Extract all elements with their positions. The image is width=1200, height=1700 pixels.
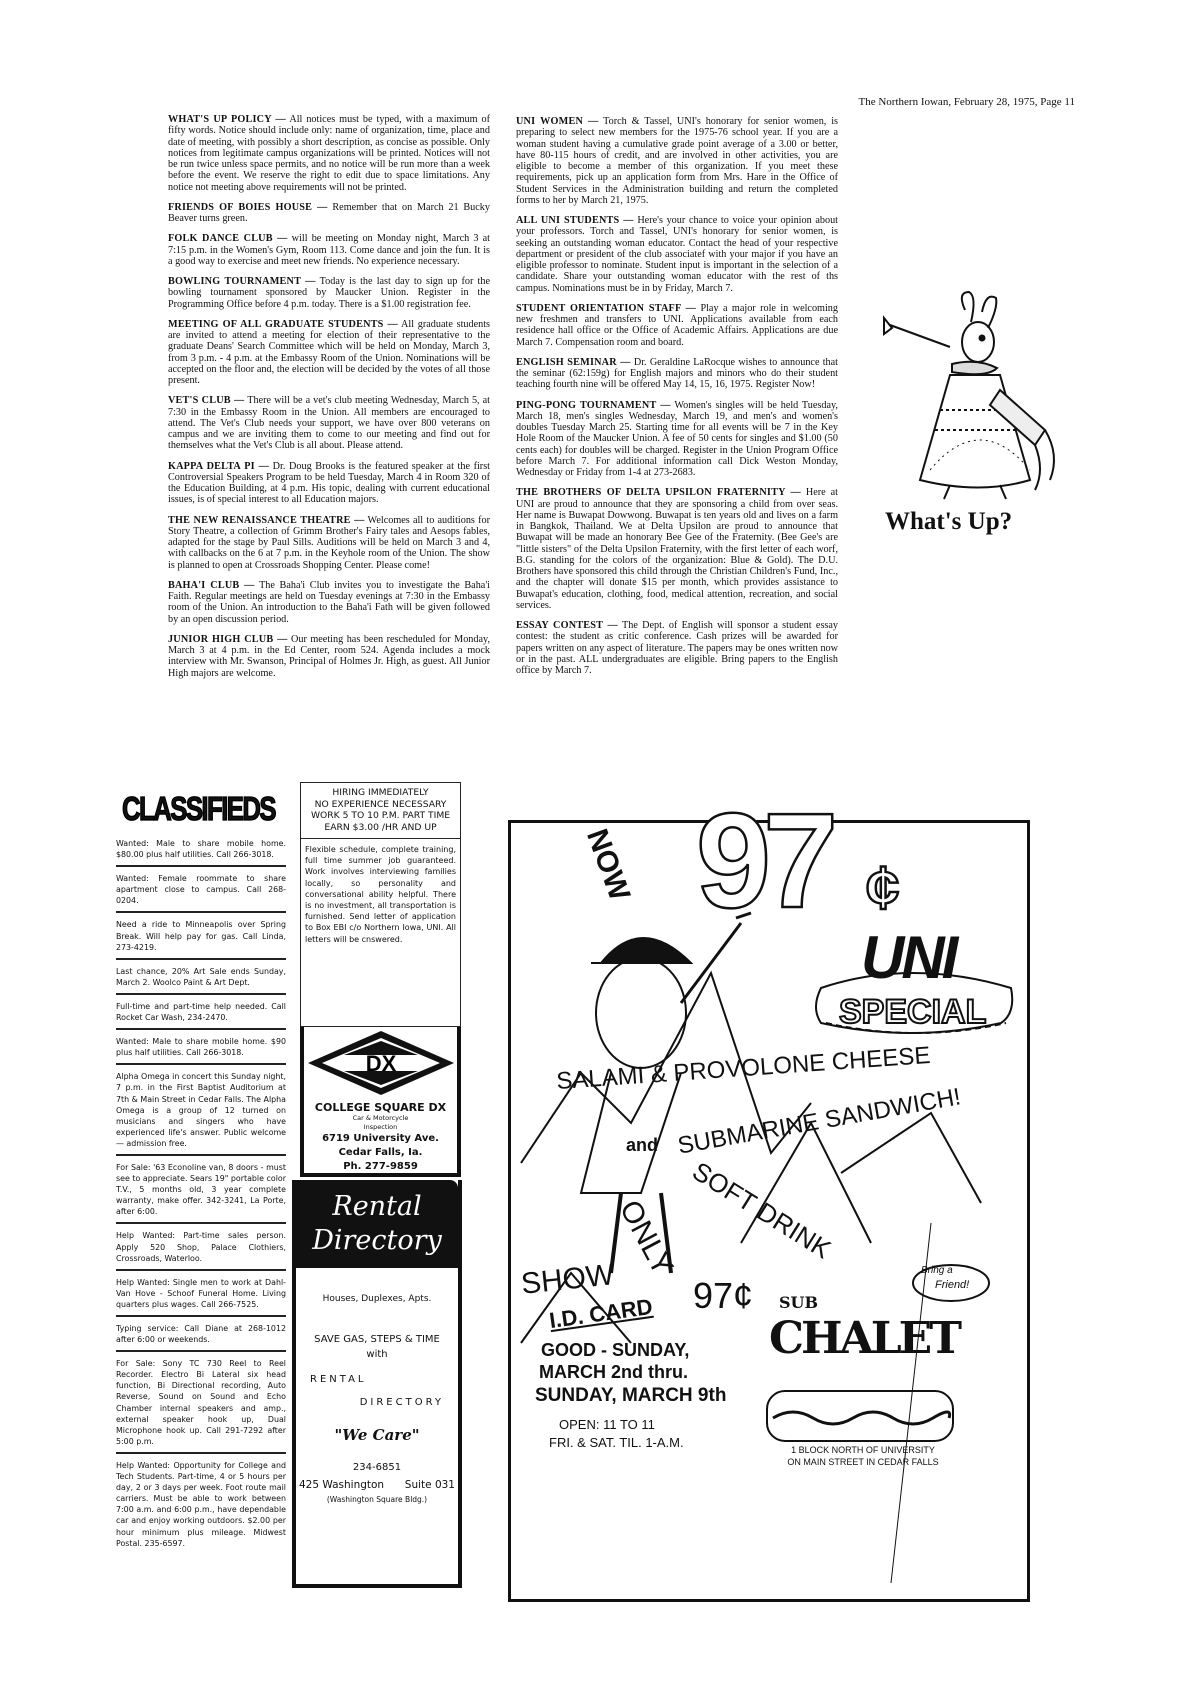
notice-heading: MEETING OF ALL GRADUATE STUDENTS —	[168, 318, 398, 330]
now-label: NOW	[580, 824, 637, 905]
classified-ad: Alpha Omega in concert this Sunday night, 7 p.m. in the First Baptist Auditorium at 7th & Main Street in Cedar Falls. The Alpha Omega is a group of 12 turned on musicians and singers who have experienced life's answer. Public welcome — admission free.	[116, 1069, 286, 1156]
notice-heading: VET'S CLUB —	[168, 395, 245, 407]
classifieds-list	[116, 836, 286, 1554]
notice	[168, 395, 490, 451]
uni-label: UNI	[861, 924, 956, 991]
rental-word: RENTAL	[310, 1374, 367, 1385]
notice-body: Dr. Doug Brooks is the featured speaker at the first Controversial Speakers Program to be held Tuesday, March 4 in Room 320 of the Education Building, at 4 p.m. His topic, dealing with current educational issues, is of special interest to all Education majors.	[168, 460, 490, 506]
notice-body: Women's singles will be held Tuesday, March 18, men's singles Wednesday, March 19, and men's and women's doubles Tuesday March 25. Starting time for all events will be 7 in the Key Hole Room of the Maucker Union. A fee of 50 cents for singles and $1.00 (50 cents each) for doubles will be charged. Register in the Union Program Office before March 7. For additional information call Dick Weston Monday, Wednesday or Friday from 1-4 at 273-2683.	[516, 399, 838, 478]
dx-logo-text: DX	[365, 1051, 396, 1076]
rental-directory-header	[296, 1180, 458, 1268]
location-line-2: ON MAIN STREET IN CEDAR FALLS	[787, 1457, 939, 1467]
whats-up-title: What's Up?	[885, 508, 1013, 535]
rental-title: Directory	[312, 1225, 442, 1256]
notice-heading: KAPPA DELTA PI —	[168, 460, 270, 472]
show-label: SHOW	[519, 1258, 616, 1301]
hiring-ad	[300, 782, 461, 1027]
directory-word: DIRECTORY	[359, 1397, 444, 1408]
notice	[168, 202, 490, 225]
notice-heading: ESSAY CONTEST —	[516, 620, 618, 631]
good-line-1: GOOD - SUNDAY,	[541, 1340, 690, 1360]
notice	[168, 580, 490, 625]
price-97-small: 97¢	[693, 1275, 754, 1316]
hiring-line: WORK 5 TO 10 P.M. PART TIME	[310, 810, 451, 821]
dx-address: 6719 University Ave.	[322, 1133, 439, 1144]
rental-save: SAVE GAS, STEPS & TIME	[314, 1334, 440, 1345]
rental-address-line	[296, 1479, 458, 1491]
only-label: ONLY	[612, 1194, 680, 1281]
good-line-3: SUNDAY, MARCH 9th	[535, 1385, 727, 1406]
notice-body: All notices must be typed, with a maximum of fifty words. Notice should include only: name of organization, time, place and date of meeting, with possibly a short description, as concise as possible. Only notices from legitimate campus organizations will be printed. Notices will not be run twice unless space permits, and no notice will be run more than a week before the event. We reserve the right to edit due to space limitations. Any notice not meeting above requirements will not be printed.	[168, 114, 490, 193]
rental-types: Houses, Duplexes, Apts.	[322, 1294, 432, 1304]
notice-body: Remember that on March 21 Bucky Beaver turns green.	[168, 201, 490, 224]
notice-heading: FOLK DANCE CLUB —	[168, 233, 288, 245]
rental-building: (Washington Square Bldg.)	[326, 1495, 428, 1504]
classified-ad: Wanted: Male to share mobile home. $80.00 plus half utilities. Call 266-3018.	[116, 836, 286, 867]
notice-heading: ENGLISH SEMINAR —	[516, 356, 631, 368]
hiring-ad-header	[301, 783, 460, 839]
classified-ad: For Sale: Sony TC 730 Reel to Reel Recorder. Electro Bi Lateral six head function, Bi Directional recording, Auto Reverse, Sound on Sound and Echo Chamber internal speakers and amp., external speaker hook up, Dual Microphone hook up. Call 291-7292 after 5:00 p.m.	[116, 1356, 286, 1454]
salami-provolone-line: SALAMI & PROVOLONE CHEESE	[555, 1041, 932, 1096]
notice	[516, 215, 838, 294]
notice-body: The Baha'i Club invites you to investigate the Baha'i Faith. Regular meetings are held on Tuesday evenings at 7:30 in the Embassy room of the Union. An introduction to the Baha'i Fath will be given followed by an open discussion period.	[168, 579, 490, 625]
classified-ad: Last chance, 20% Art Sale ends Sunday, March 2. Woolco Paint & Art Dept.	[116, 964, 286, 995]
dx-phone: Ph. 277-9859	[343, 1161, 418, 1172]
notice-body: The Dept. of English will sponsor a student essay contest: the student as critic conference. Cash prizes will be awarded for papers written on any aspect of literature. The papers may be ones written now or in the past. ALL undergraduates are eligible. Bring papers to the English office by March 7.	[516, 620, 838, 676]
notice	[168, 634, 490, 679]
rental-address: 425 Washington	[299, 1479, 385, 1491]
notice	[516, 357, 838, 391]
white-rabbit-trumpet-illustration	[870, 290, 1070, 505]
rental-with: with	[366, 1349, 388, 1360]
notice-body: Here's your chance to voice your opinion about your professors. Torch and Tassel, UNI's honorary for senior women, is seeking an outstanding woman educator. Contact the head of your respective department or president of the club associatef with your major if you have an eligible professor to nominate. Student input is important in the selection of a candidate. Share your outstanding woman educator with the rest of ths campus. Nominations must be in by Friday, March 7.	[516, 215, 838, 294]
notice-body: Torch & Tassel, UNI's honorary for senior women, is preparing to select new members for the 1975-76 school year. If you are a woman student having a cumulative grade point average of a 3.00 or better, have 80-115 hours of credit, and are involved in other activities, you are eligible to become a member of this organization. If you meet these requirements, pick up an application form from Mrs. Hare in the Office of Student Services in the Administration building and return the completed forms to her by March 21, 1975.	[516, 116, 838, 206]
page-folio: The Northern Iowan, February 28, 1975, Page 11	[858, 96, 1075, 108]
rental-slogan: "We Care"	[334, 1426, 420, 1444]
notice	[168, 319, 490, 387]
notice-heading: THE NEW RENAISSANCE THEATRE —	[168, 514, 365, 526]
rental-directory-ad	[292, 1180, 462, 1588]
classified-ad: Need a ride to Minneapolis over Spring Break. Will help pay for gas. Call Linda, 273-4219.	[116, 917, 286, 959]
hiring-line: NO EXPERIENCE NECESSARY	[314, 798, 447, 810]
notice-heading: WHAT'S UP POLICY —	[168, 114, 286, 125]
classified-ad: Help Wanted: Single men to work at Dahl-Van Hove - Schoof Funeral Home. Living quarters plus wages. Call 266-7525.	[116, 1275, 286, 1317]
dx-service: Inspection	[363, 1123, 398, 1131]
rental-title: Rental	[332, 1191, 422, 1222]
notice	[168, 461, 490, 506]
classified-ad: Wanted: Male to share mobile home. $90 plus half utilities. Call 266-3018.	[116, 1034, 286, 1065]
classified-ad: Help Wanted: Part-time sales person. Apply 520 Shop, Palace Clothiers, Crossroads, Waterloo.	[116, 1228, 286, 1270]
notice-heading: UNI WOMEN —	[516, 116, 599, 127]
soft-drink-label: SOFT DRINK	[687, 1155, 837, 1265]
notice-heading: STUDENT ORIENTATION STAFF —	[516, 302, 697, 314]
classified-ad: Help Wanted: Opportunity for College and Tech Students. Part-time, 4 or 5 hours per day, 2 or 3 days per week. Foot route mail carriers. Must be able to work between 7:00 a.m. and 6:00 p.m., have dependable car and enjoy working outdoors. $2.00 per hour minimum plus mileage. Midwest Postal. 235-6597.	[116, 1460, 286, 1548]
classified-ad: Wanted: Female roommate to share apartment close to campus. Call 268-0204.	[116, 871, 286, 913]
sub-chalet-logo-sub: SUB	[779, 1293, 819, 1312]
rental-suite: Suite 031	[404, 1479, 455, 1491]
notice-body: Dr. Geraldine LaRocque wishes to announce that the seminar (62:159g) for English majors and minors who do their student teaching fourth nine will be offered May 14, 15, 16, 1975. Register Now!	[516, 356, 838, 391]
notice-body: Here at UNI are proud to announce that they are sponsoring a child from over seas. Her name is Buwapat Dowwong. Buwapat is ten years old and lives on a farm in Bangkok, Thailand. We at Delta Upsilon are proud to announce that Buwapat will be made an honorary Bee Gee of the Fraternity. (Bee Gee's are "little sisters" of the Delta Upsilon Fraternity, with the first letter of each worf, B.G. standing for the colors of the organization: Blue & Gold). The D.U. Brothers have sponsored this child through the Christian Children's Fund, Inc., and the chapter will donate $15 per month, which provides assistance to Buwapat's education, clothing, food, medical attention, recreation, and social services.	[516, 487, 838, 611]
open-hours: OPEN: 11 TO 11	[559, 1417, 655, 1432]
notice-heading: BOWLING TOURNAMENT —	[168, 276, 316, 287]
notice-heading: FRIENDS OF BOIES HOUSE —	[168, 201, 328, 213]
dx-city: Cedar Falls, Ia.	[338, 1147, 423, 1158]
dx-name: COLLEGE SQUARE DX	[314, 1101, 447, 1114]
notice-body: Welcomes all to auditions for Story Theatre, a collection of Grimm Brother's Fairy tales and Aesops fables, adapted for the stage by Paul Sills. Auditions will be held on March 3 and 4, with callbacks on the 6 at 7 p.m. in the Keyhole room of the Union. The show is planned to open at Crossroads Shopping Center. Please come!	[168, 514, 490, 571]
notice	[516, 116, 838, 206]
notice	[516, 620, 838, 676]
notice-body: Today is the last day to sign up for the bowling tournament sponsored by Maucker Union. Register in the Programming Office before 4 p.m. today. There is a $1.00 registration fee.	[168, 276, 490, 310]
bring-label: Bring a	[921, 1265, 953, 1276]
notice-heading: ALL UNI STUDENTS —	[516, 215, 634, 226]
notice	[516, 400, 838, 479]
notice-heading: JUNIOR HIGH CLUB —	[168, 633, 288, 645]
classifieds-section	[116, 780, 286, 1558]
notice	[168, 515, 490, 571]
notice-heading: THE BROTHERS OF DELTA UPSILON FRATERNITY —	[516, 487, 801, 499]
and-label: and	[626, 1135, 659, 1155]
notices-column-2	[516, 116, 838, 685]
hiring-line: HIRING IMMEDIATELY	[332, 787, 429, 798]
college-square-dx-ad	[300, 1027, 461, 1177]
late-hours: FRI. & SAT. TIL. 1-A.M.	[549, 1435, 684, 1450]
friend-label: Friend!	[935, 1279, 970, 1291]
notice-body: There will be a vet's club meeting Wednesday, March 5, at 7:30 in the Embassy Room in the Union. All members are encouraged to attend. The Vet's Club needs your support, we have over 800 veterans on campus and we are inviting them to come to our meeting and find out for themselves what the Vet's Club is all about. Please attend.	[168, 395, 490, 452]
classifieds-title: CLASSIFIEDS	[122, 790, 276, 827]
notices-column-1	[168, 114, 490, 688]
notice	[168, 276, 490, 310]
dx-service: Car & Motorcycle	[352, 1114, 409, 1122]
notice	[168, 233, 490, 267]
good-line-2: MARCH 2nd thru.	[539, 1362, 688, 1382]
special-label: SPECIAL	[839, 993, 987, 1031]
notice-heading: BAHA'I CLUB —	[168, 579, 255, 591]
notice	[516, 303, 838, 348]
notice-body: will be meeting on Monday night, March 3 at 7:15 p.m. in the Women's Gym, Room 113. Come dance and join the fun. It is a good way to exercise and meet new friends. No experience necessary.	[168, 233, 490, 267]
notice	[516, 487, 838, 611]
sub-chalet-ad	[508, 785, 1030, 1602]
hiring-line: EARN $3.00 /HR AND UP	[324, 821, 437, 833]
dx-diamond-logo	[306, 1029, 456, 1097]
hiring-ad-body: Flexible schedule, complete training, full time summer job guaranteed. Work involves interviewing families locally, so personality and conversational ability helpful. There is no investment, all transportation is furnished. Send letter of application to Box EBI c/o Northern Iowa, UNI. All letters will be cnswered.	[305, 845, 456, 944]
sub-chalet-logo: CHALET	[769, 1313, 959, 1364]
submarine-sandwich-line: SUBMARINE SANDWICH!	[675, 1083, 963, 1160]
price-97-big: 97	[696, 785, 831, 936]
rental-phone: 234-6851	[352, 1462, 402, 1473]
notice-body: Our meeting has been rescheduled for Monday, March 3 at 4 p.m. in the Ed Center, room 524. Agenda includes a mock interview with Mr. Swanson, Principal of Holmes Jr. High, as guest. All Junior High majors are welcome.	[168, 633, 490, 679]
notice-body: Play a major role in welcoming new freshmen and transfers to UNI. Applications available from each residence hall office or the Office of Academic Affairs. Applications are due March 7. Compensation room and board.	[516, 302, 838, 348]
classified-ad: Full-time and part-time help needed. Call Rocket Car Wash, 234-2470.	[116, 999, 286, 1030]
classified-ad: Typing service: Call Diane at 268-1012 after 6:00 or weekends.	[116, 1321, 286, 1352]
cent-sign-big: ¢	[866, 854, 900, 921]
notice-heading: PING-PONG TOURNAMENT —	[516, 399, 671, 411]
notice-body: All graduate students are invited to attend a meeting for election of their representative to the graduate Deans' Search Committee which will be held on Monday, March 3, from 3 p.m. - 4 p.m. at the Embassy Room of the Union. Nominations will be accepted on the floor and, the election will be decided by the votes of all those present.	[168, 318, 490, 386]
id-card-label: I.D. CARD	[547, 1293, 655, 1334]
location-line-1: 1 BLOCK NORTH OF UNIVERSITY	[791, 1445, 935, 1455]
classified-ad: For Sale: '63 Econoline van, 8 doors - must see to appreciate. Sears 19" portable color T.V., 5 months old, 3 year complete warranty, make offer. 342-3241, La Porte, after 6:00.	[116, 1160, 286, 1224]
notice	[168, 114, 490, 193]
